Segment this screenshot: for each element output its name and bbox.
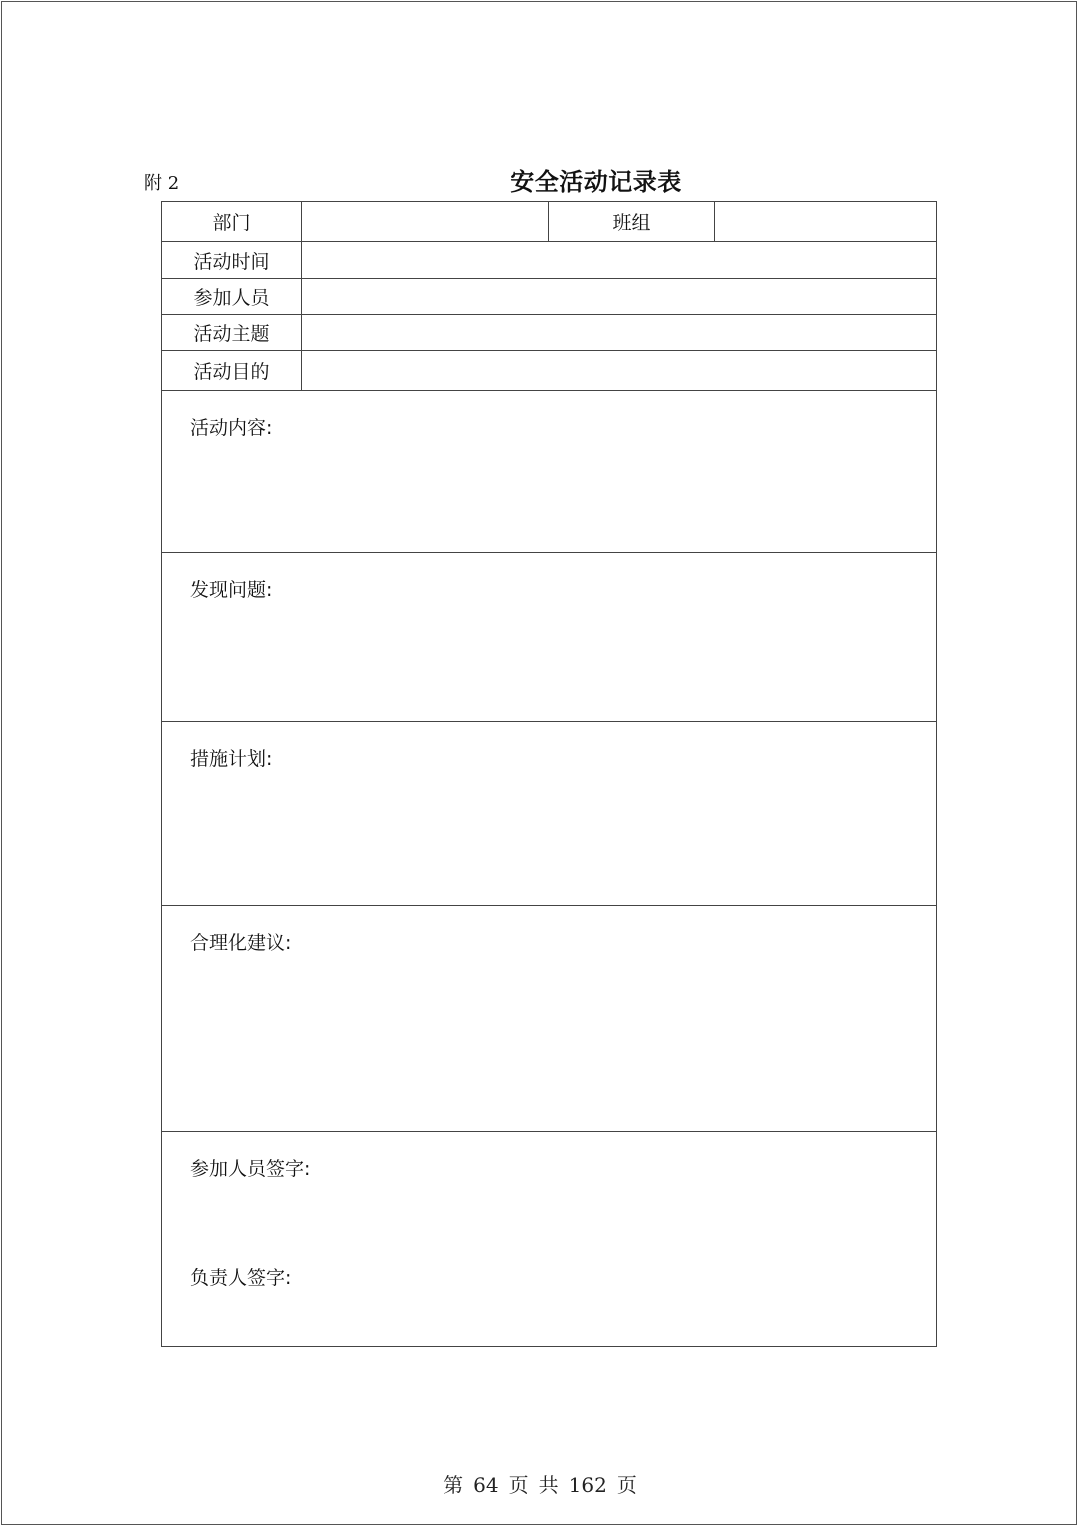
footer-page-word: 页: [508, 1473, 529, 1497]
row-issues-found: [162, 553, 937, 722]
row-activity-content: [162, 391, 937, 553]
measures-plan-area[interactable]: [162, 722, 937, 906]
row-suggestions: [162, 906, 937, 1132]
footer-prefix: 第: [443, 1473, 464, 1497]
appendix-label: 附 2: [144, 173, 180, 194]
page-footer: [0, 1471, 1080, 1499]
department-label: 部门: [162, 202, 302, 242]
current-page-number: 64: [473, 1473, 499, 1497]
activity-content-area[interactable]: [162, 391, 937, 553]
team-field[interactable]: [715, 202, 937, 242]
department-field[interactable]: [302, 202, 549, 242]
activity-time-label: 活动时间: [162, 242, 302, 279]
measures-plan-label: 措施计划:: [190, 748, 273, 770]
leader-signature-label: 负责人签字:: [190, 1267, 292, 1289]
activity-topic-field[interactable]: [302, 315, 937, 351]
footer-suffix: 页: [616, 1473, 637, 1497]
row-department: [162, 202, 937, 242]
issues-found-area[interactable]: [162, 553, 937, 722]
activity-record-form: [161, 201, 937, 1347]
row-activity-time: [162, 242, 937, 279]
total-pages-number: 162: [568, 1473, 607, 1497]
signature-spacer: [190, 1181, 936, 1263]
team-label: 班组: [549, 202, 715, 242]
signatures-area[interactable]: [162, 1132, 937, 1347]
row-activity-topic: [162, 315, 937, 351]
participant-signature-label: 参加人员签字:: [190, 1158, 311, 1180]
activity-time-field[interactable]: [302, 242, 937, 279]
activity-content-label: 活动内容:: [190, 417, 273, 439]
activity-purpose-label: 活动目的: [162, 351, 302, 391]
row-measures-plan: [162, 722, 937, 906]
activity-topic-label: 活动主题: [162, 315, 302, 351]
row-signatures: [162, 1132, 937, 1347]
document-title: 安全活动记录表: [510, 168, 682, 196]
row-activity-purpose: [162, 351, 937, 391]
participants-field[interactable]: [302, 279, 937, 315]
activity-purpose-field[interactable]: [302, 351, 937, 391]
row-participants: [162, 279, 937, 315]
suggestions-label: 合理化建议:: [190, 932, 292, 954]
participants-label: 参加人员: [162, 279, 302, 315]
suggestions-area[interactable]: [162, 906, 937, 1132]
footer-total-word: 共: [538, 1473, 559, 1497]
issues-found-label: 发现问题:: [190, 579, 273, 601]
